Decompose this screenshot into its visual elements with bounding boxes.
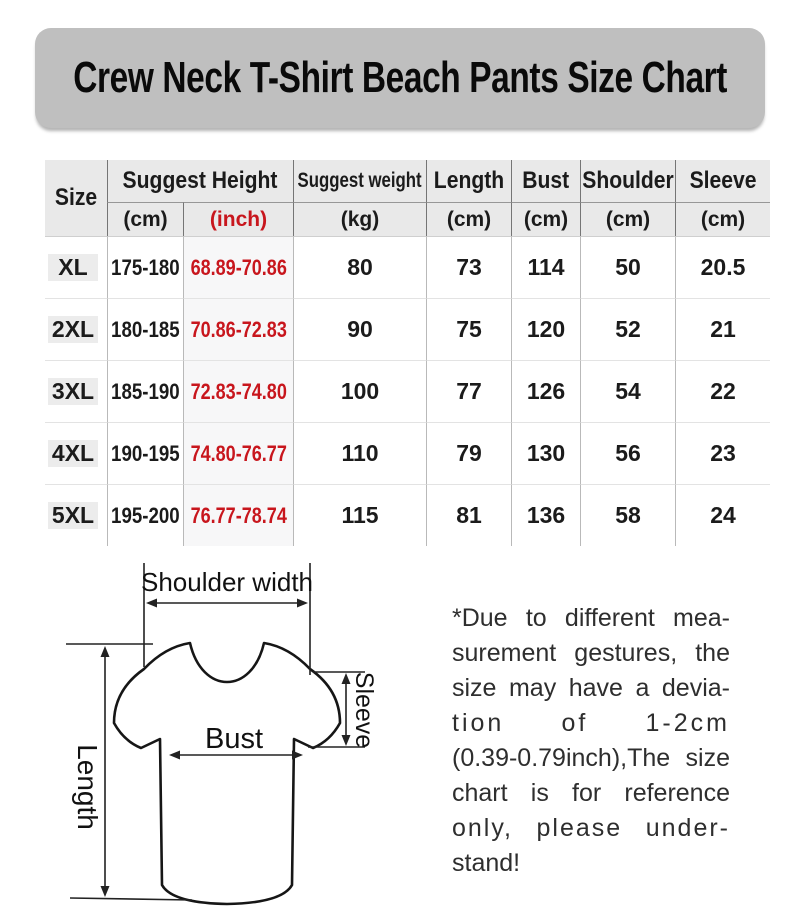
column-header-shoulder: Shoulder [580,160,675,202]
height-inch-cell: 74.80-76.77 [183,422,293,484]
weight-cell: 100 [293,360,426,422]
column-header-length: Length [426,160,511,202]
note-line: surement gestures, the [452,639,730,667]
shoulder-width-label: Shoulder width [141,567,313,597]
tshirt-measurement-diagram [40,555,460,920]
size-badge: 3XL [48,378,98,405]
size-cell [45,360,107,422]
column-header-suggest-weight: Suggest weight [293,160,426,202]
length-cell: 73 [426,236,511,298]
arrowhead [342,673,351,684]
column-header-size: Size [45,160,107,236]
shoulder-cell: 56 [580,422,675,484]
size-cell [45,236,107,298]
title-banner [35,28,765,128]
height-inch-cell: 76.77-78.74 [183,484,293,546]
sleeve-cell: 22 [675,360,770,422]
size-table [45,160,770,546]
bust-cell: 126 [511,360,580,422]
weight-cell: 90 [293,298,426,360]
size-badge: XL [48,254,98,281]
arrowhead [297,599,308,608]
height-cm-cell: 180-185 [107,298,183,360]
bust-cell: 120 [511,298,580,360]
unit-shoulder-cm: (cm) [580,202,675,236]
weight-cell: 115 [293,484,426,546]
note-line: size may have a devia- [452,674,730,702]
page-title: Crew Neck T-Shirt Beach Pants Size Chart [73,53,727,102]
unit-height-inch: (inch) [183,202,293,236]
note-line: tion of 1-2cm [452,709,730,737]
bust-cell: 130 [511,422,580,484]
unit-height-cm: (cm) [107,202,183,236]
bust-cell: 136 [511,484,580,546]
size-badge: 5XL [48,502,98,529]
arrowhead [101,886,110,897]
bust-label: Bust [204,723,264,755]
arrowhead [146,599,157,608]
unit-bust-cm: (cm) [511,202,580,236]
shoulder-cell: 58 [580,484,675,546]
column-header-sleeve: Sleeve [675,160,770,202]
note-line: chart is for reference [452,779,730,807]
arrowhead [342,735,351,746]
length-cell: 81 [426,484,511,546]
column-header-bust: Bust [511,160,580,202]
bust-cell: 114 [511,236,580,298]
sleeve-cell: 21 [675,298,770,360]
height-inch-cell: 72.83-74.80 [183,360,293,422]
note-line: only, please under- [452,814,730,842]
sleeve-label: Sleeve [350,671,378,749]
arrowhead [292,751,303,760]
height-inch-cell: 70.86-72.83 [183,298,293,360]
unit-sleeve-cm: (cm) [675,202,770,236]
unit-length-cm: (cm) [426,202,511,236]
height-cm-cell: 190-195 [107,422,183,484]
height-cm-cell: 175-180 [107,236,183,298]
length-cell: 75 [426,298,511,360]
note-line: *Due to different mea- [452,604,730,632]
size-cell [45,298,107,360]
length-cell: 79 [426,422,511,484]
height-cm-cell: 185-190 [107,360,183,422]
note-line: stand! [452,849,521,877]
note-line: (0.39-0.79inch),The size [452,744,730,772]
unit-weight-kg: (kg) [293,202,426,236]
shoulder-cell: 50 [580,236,675,298]
length-label: Length [72,744,103,830]
arrowhead [101,646,110,657]
length-cell: 77 [426,360,511,422]
sleeve-cell: 23 [675,422,770,484]
size-cell [45,484,107,546]
tshirt-outline [114,643,340,904]
column-header-suggest-height: Suggest Height [107,160,293,202]
height-cm-cell: 195-200 [107,484,183,546]
size-badge: 4XL [48,440,98,467]
weight-cell: 110 [293,422,426,484]
weight-cell: 80 [293,236,426,298]
size-cell [45,422,107,484]
sleeve-cell: 20.5 [675,236,770,298]
length-tick-bottom [70,898,192,900]
sleeve-cell: 24 [675,484,770,546]
size-badge: 2XL [48,316,98,343]
shoulder-cell: 54 [580,360,675,422]
shoulder-cell: 52 [580,298,675,360]
measurement-disclaimer [452,601,730,881]
height-inch-cell: 68.89-70.86 [183,236,293,298]
